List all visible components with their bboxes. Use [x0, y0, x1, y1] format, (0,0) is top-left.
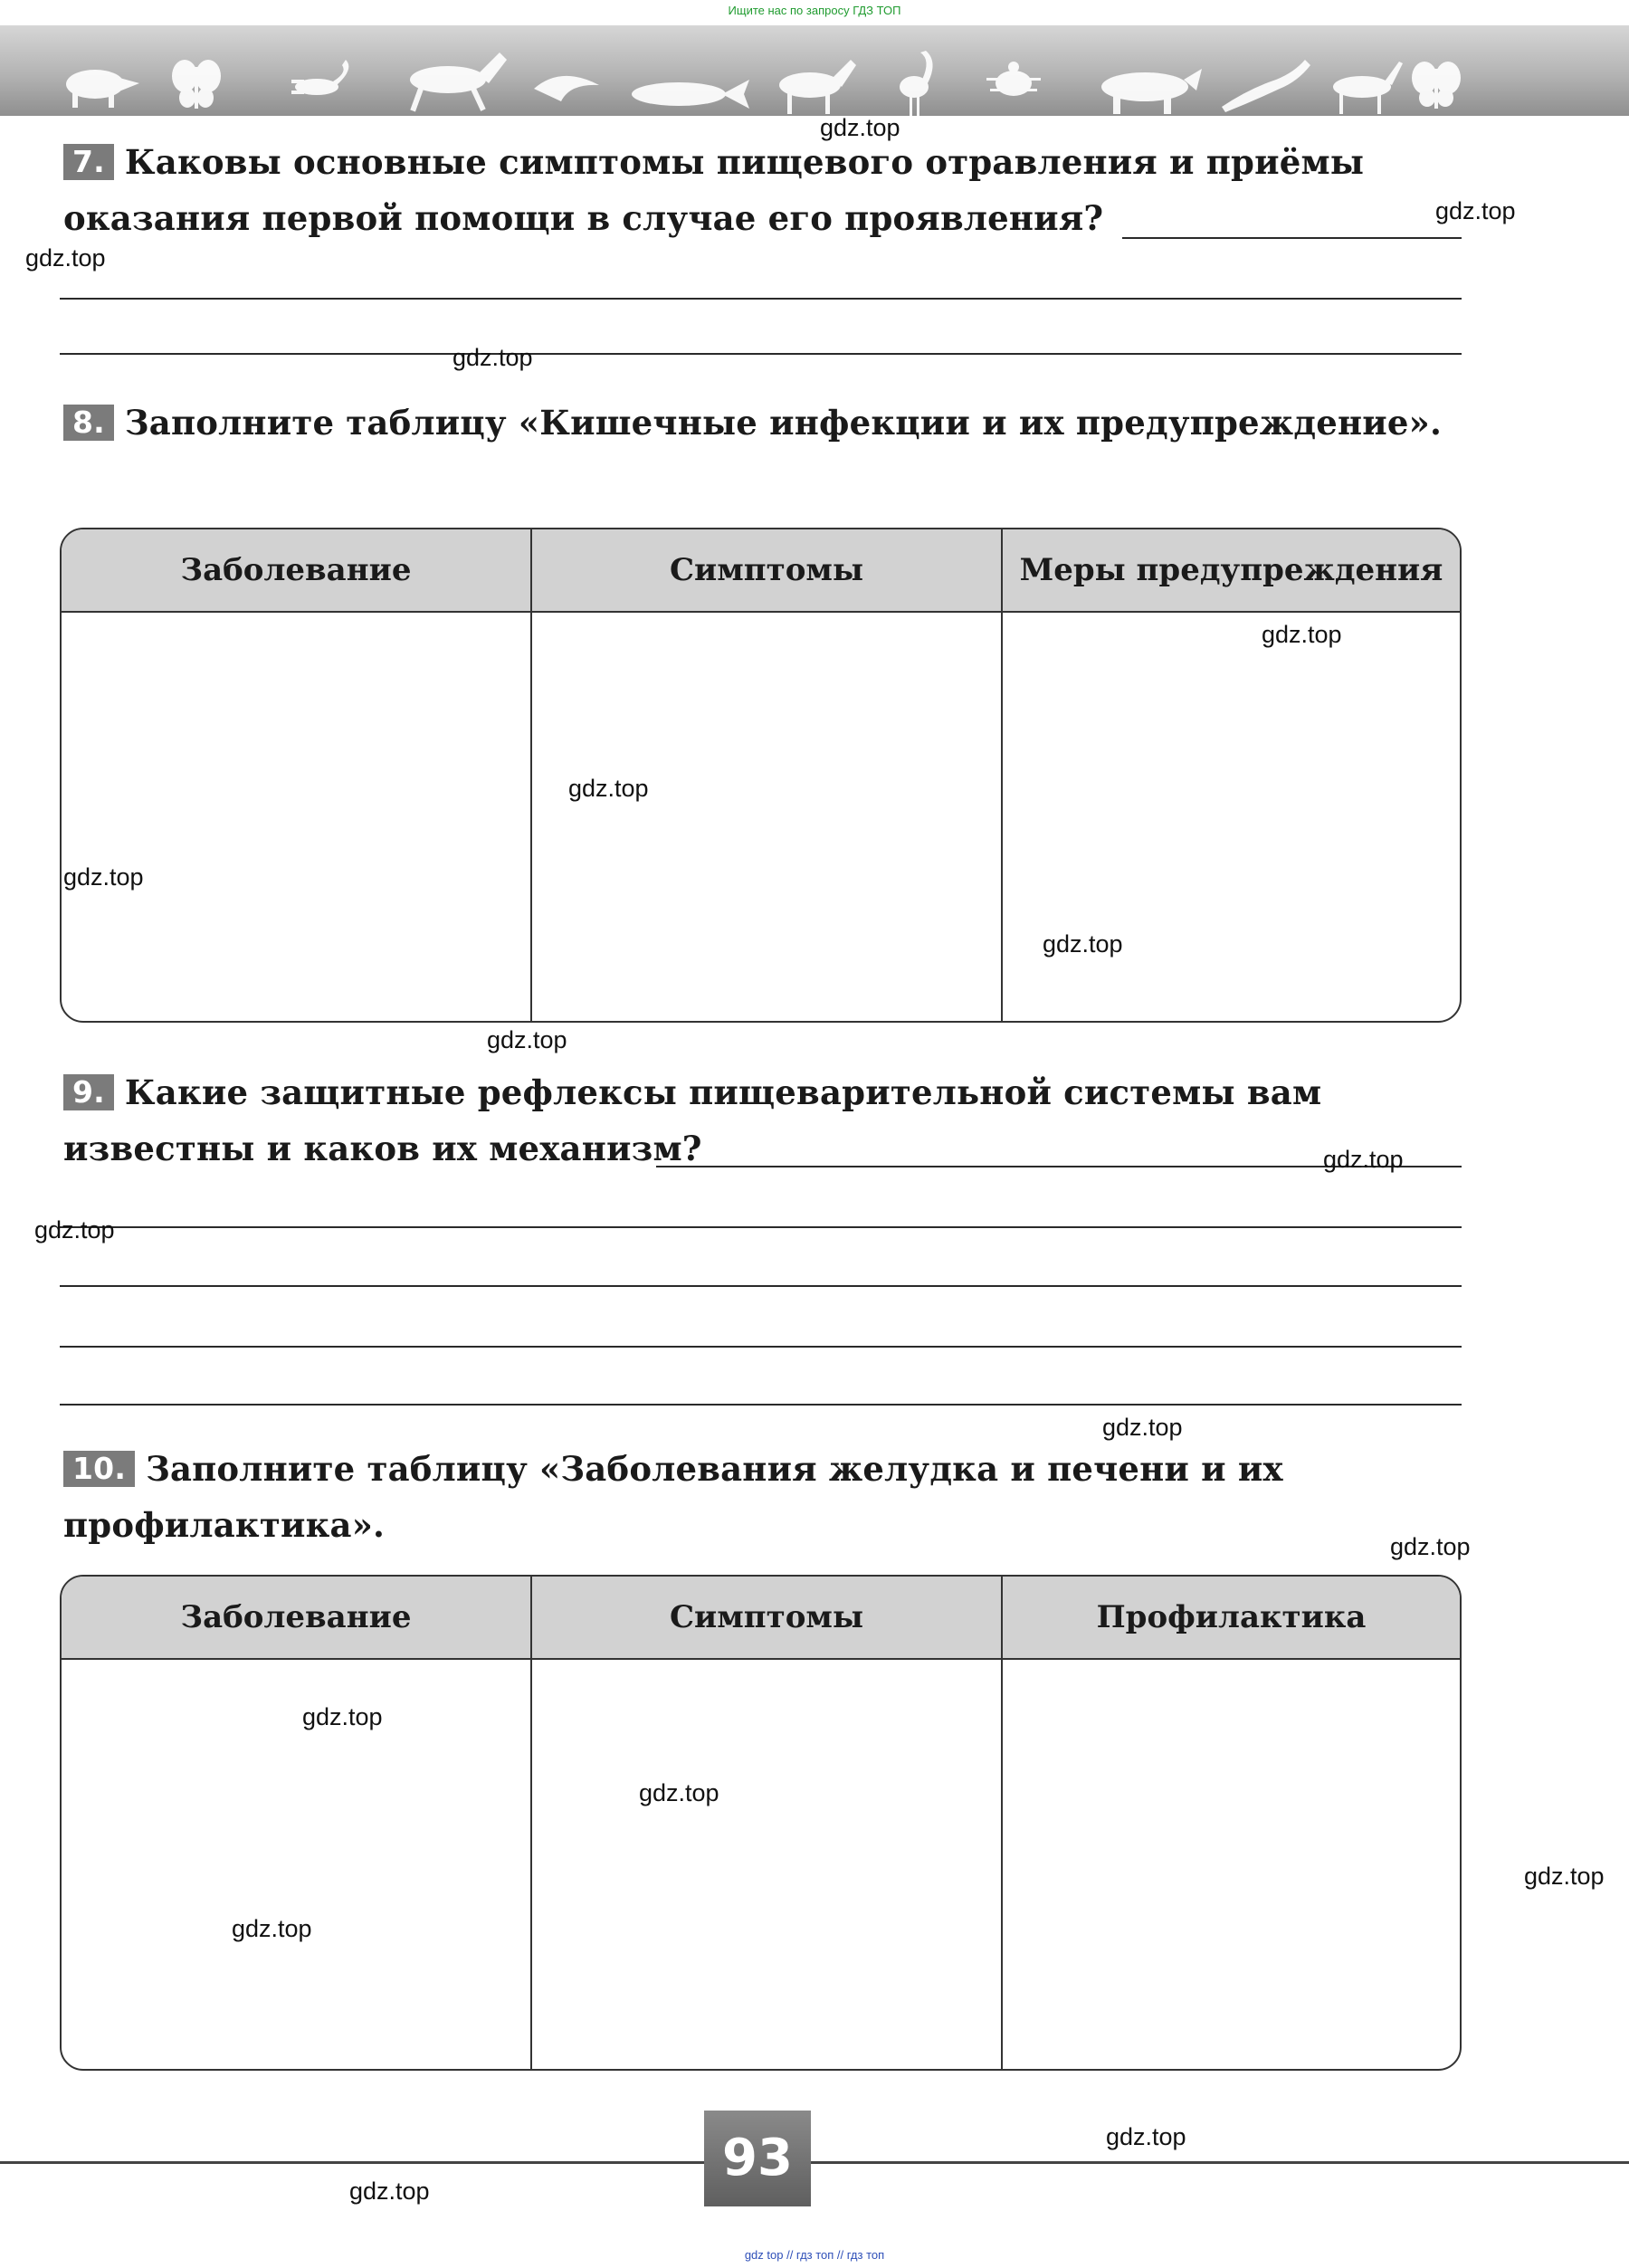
watermark: gdz.top — [1106, 2123, 1186, 2150]
horse-icon — [410, 52, 507, 111]
boar-icon — [66, 70, 139, 108]
answer-line-7-3[interactable] — [60, 353, 1462, 355]
cell-disease[interactable] — [62, 613, 532, 1021]
task-8-number: 8. — [63, 405, 114, 441]
col-header-disease: Заболевание — [62, 529, 532, 613]
scorpion-icon — [291, 60, 348, 95]
cell-prevention[interactable] — [1003, 613, 1460, 1021]
watermark: gdz.top — [820, 114, 900, 141]
watermark: gdz.top — [1102, 1414, 1183, 1441]
task-7-number: 7. — [63, 144, 114, 180]
col-header-disease: Заболевание — [62, 1577, 532, 1660]
task-9 — [63, 1064, 1462, 1177]
cell-disease[interactable] — [62, 1660, 532, 2069]
watermark: gdz.top — [34, 1216, 115, 1244]
watermark: gdz.top — [1262, 621, 1342, 648]
col-header-prevention: Меры предупреждения — [1003, 529, 1460, 613]
task-7-text: Каковы основные симптомы пищевого отравления и приёмы оказания первой помощи в случае его проявления? — [63, 142, 1365, 238]
answer-line-9-5[interactable] — [60, 1404, 1462, 1406]
butterfly-icon — [172, 60, 221, 109]
rhino-icon — [1101, 69, 1202, 114]
watermark: gdz.top — [1043, 930, 1123, 958]
lizard-icon — [1222, 60, 1310, 112]
stomach-liver-diseases-table — [60, 1575, 1462, 2071]
col-header-symptoms: Симптомы — [532, 529, 1003, 613]
answer-line-7-2[interactable] — [60, 298, 1462, 300]
footer-note: gdz top // гдз топ // гдз топ — [744, 2248, 885, 2262]
watermark: gdz.top — [232, 1915, 312, 1942]
butterfly-icon — [1412, 62, 1461, 109]
watermark: gdz.top — [349, 2177, 430, 2205]
task-9-text: Какие защитные рефлексы пищеварительной системы вам известны и каков их механизм? — [63, 1072, 1322, 1168]
cell-prophylaxis[interactable] — [1003, 1660, 1460, 2069]
watermark: gdz.top — [568, 775, 649, 802]
watermark: gdz.top — [452, 344, 533, 371]
header-note: Ищите нас по запросу ГДЗ ТОП — [728, 4, 901, 17]
watermark: gdz.top — [1435, 197, 1516, 224]
heron-icon — [900, 51, 933, 116]
col-header-prophylaxis: Профилактика — [1003, 1577, 1460, 1660]
task-10-number: 10. — [63, 1451, 135, 1487]
bird-icon — [534, 76, 599, 101]
cell-symptoms[interactable] — [532, 613, 1003, 1021]
animal-silhouettes — [0, 25, 1629, 116]
deer-icon — [779, 60, 856, 114]
beetle-icon — [986, 62, 1041, 96]
watermark: gdz.top — [25, 244, 106, 272]
col-header-symptoms: Симптомы — [532, 1577, 1003, 1660]
watermark: gdz.top — [1323, 1146, 1404, 1173]
answer-line-9-3[interactable] — [60, 1285, 1462, 1287]
animal-banner — [0, 25, 1629, 116]
fish-icon — [632, 80, 749, 109]
watermark: gdz.top — [487, 1026, 567, 1053]
task-8 — [63, 395, 1462, 451]
task-10-text: Заполните таблицу «Заболевания желудка и печени и их профилактика». — [63, 1449, 1283, 1545]
watermark: gdz.top — [1390, 1533, 1471, 1560]
task-10 — [63, 1441, 1462, 1553]
antelope-icon — [1333, 62, 1403, 114]
intestinal-infections-table — [60, 528, 1462, 1023]
watermark: gdz.top — [63, 863, 144, 891]
watermark: gdz.top — [639, 1779, 719, 1806]
page-number: 93 — [704, 2111, 811, 2206]
answer-line-7-1[interactable] — [1122, 237, 1462, 239]
watermark: gdz.top — [1524, 1863, 1605, 1890]
cell-symptoms[interactable] — [532, 1660, 1003, 2069]
watermark: gdz.top — [302, 1703, 383, 1730]
bottom-rule — [0, 2161, 1629, 2164]
task-8-text: Заполните таблицу «Кишечные инфекции и их предупреждение». — [124, 403, 1443, 443]
answer-line-9-4[interactable] — [60, 1346, 1462, 1348]
task-7 — [63, 134, 1462, 246]
answer-line-9-2[interactable] — [60, 1226, 1462, 1228]
task-9-number: 9. — [63, 1074, 114, 1110]
